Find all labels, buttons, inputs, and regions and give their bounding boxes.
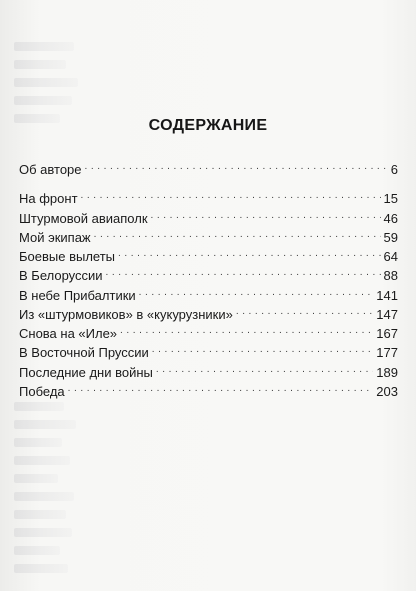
toc-entry[interactable] bbox=[19, 286, 398, 305]
toc-leader-dots bbox=[118, 248, 381, 261]
toc-entry-label: На фронт bbox=[19, 191, 78, 207]
toc-entry-label: В небе Прибалтики bbox=[19, 287, 136, 303]
toc-leader-dots bbox=[236, 306, 373, 319]
toc-entry-label: Снова на «Иле» bbox=[19, 326, 118, 341]
toc-leader-dots bbox=[94, 229, 381, 242]
toc-entry-page: 141 bbox=[376, 287, 398, 303]
toc-entry[interactable] bbox=[19, 160, 398, 179]
toc-entry[interactable] bbox=[19, 209, 398, 228]
toc-entry-page: 167 bbox=[376, 326, 398, 341]
toc-leader-dots bbox=[68, 383, 374, 396]
bleed-through-mark bbox=[14, 564, 68, 573]
toc-entry[interactable] bbox=[19, 343, 398, 362]
bleed-through-mark bbox=[14, 78, 78, 87]
toc-entry-page: 203 bbox=[376, 383, 398, 399]
toc-leader-dots bbox=[151, 210, 381, 223]
toc-entry[interactable] bbox=[19, 247, 398, 266]
toc-entry-page: 64 bbox=[383, 249, 398, 264]
toc-entry[interactable] bbox=[19, 324, 398, 343]
toc-entry-label: В Восточной Пруссии bbox=[19, 345, 149, 361]
toc-entry-label: Последние дни войны bbox=[19, 364, 153, 380]
toc-entry-label: Боевые вылеты bbox=[19, 249, 116, 264]
toc-entry[interactable] bbox=[19, 228, 398, 247]
toc-entry-label: Штурмовой авиаполк bbox=[19, 210, 148, 226]
toc-entry[interactable] bbox=[19, 305, 398, 324]
bleed-through-mark bbox=[14, 510, 66, 519]
page-title: СОДЕРЖАНИЕ bbox=[148, 117, 268, 134]
bleed-through-mark bbox=[14, 402, 64, 411]
toc-entry-label: В Белоруссии bbox=[19, 268, 103, 284]
bleed-through-mark bbox=[14, 492, 74, 501]
bleed-through-mark bbox=[14, 420, 76, 429]
bleed-through-mark bbox=[14, 528, 72, 537]
toc-entry-label: Победа bbox=[19, 383, 65, 399]
table-of-contents bbox=[19, 160, 398, 401]
bleed-through-mark bbox=[14, 438, 62, 447]
toc-entry[interactable] bbox=[19, 363, 398, 382]
toc-entry-page: 177 bbox=[376, 345, 398, 361]
toc-entry[interactable] bbox=[19, 382, 398, 401]
bleed-through-mark bbox=[14, 546, 60, 555]
toc-leader-dots bbox=[152, 344, 374, 357]
toc-entry-page: 147 bbox=[376, 306, 398, 322]
toc-leader-dots bbox=[81, 190, 381, 203]
bleed-through-mark bbox=[14, 60, 66, 69]
toc-entry-page: 15 bbox=[383, 191, 398, 207]
toc-entry-page: 59 bbox=[383, 229, 398, 245]
bleed-through-mark bbox=[14, 474, 58, 483]
toc-leader-dots bbox=[156, 364, 373, 377]
toc-entry-page: 6 bbox=[390, 162, 398, 177]
toc-entry[interactable] bbox=[19, 189, 398, 208]
bleed-through-mark bbox=[14, 96, 72, 105]
toc-entry[interactable] bbox=[19, 266, 398, 285]
toc-entry-page: 189 bbox=[376, 364, 398, 380]
bleed-through-mark bbox=[14, 42, 74, 51]
toc-entry-page: 46 bbox=[383, 210, 398, 226]
bleed-through-mark bbox=[14, 456, 70, 465]
toc-entry-page: 88 bbox=[383, 268, 398, 284]
toc-entry-label: Мой экипаж bbox=[19, 229, 91, 245]
toc-leader-dots bbox=[120, 325, 373, 338]
toc-leader-dots bbox=[85, 161, 388, 174]
toc-entry-label: Из «штурмовиков» в «кукурузники» bbox=[19, 306, 233, 322]
toc-leader-dots bbox=[106, 267, 381, 280]
toc-leader-dots bbox=[139, 287, 374, 300]
toc-entry-label: Об авторе bbox=[19, 162, 82, 177]
